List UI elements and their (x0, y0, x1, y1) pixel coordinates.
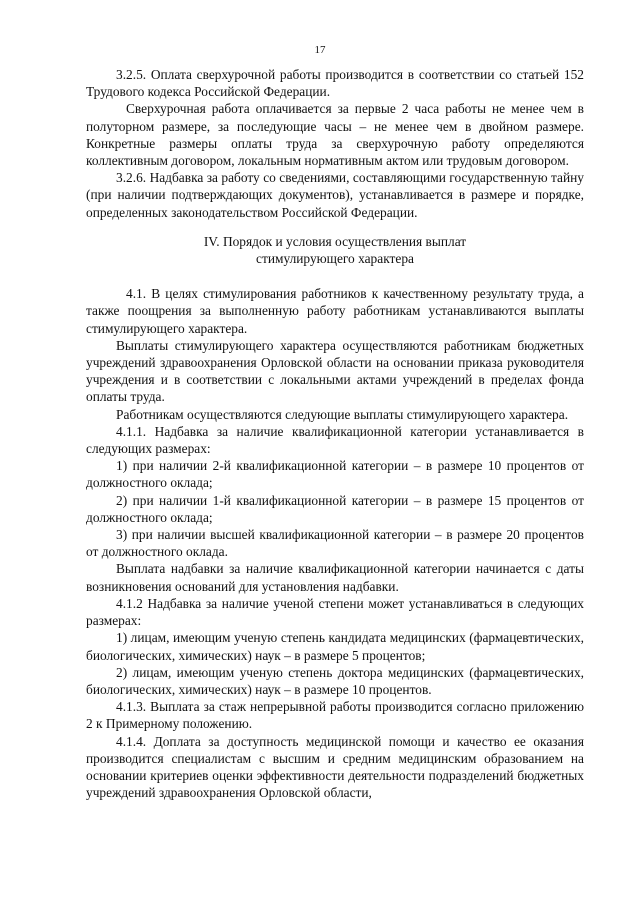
list-item-category-1: 2) при наличии 1-й квалификационной категории – в размере 15 процентов от должностного оклада; (86, 492, 584, 525)
paragraph-3-2-6: 3.2.6. Надбавка за работу со сведениями, составляющими государственную тайну (при наличии подтверждающих документов), устанавливается в размере и порядке, определенных законодательством Российской Федерации. (86, 170, 584, 220)
paragraph-4-1-1: 4.1.1. Надбавка за наличие квалификационной категории устанавливается в следующих размерах: (86, 423, 584, 457)
paragraph-following-payments: Работникам осуществляются следующие выплаты стимулирующего характера. (116, 406, 569, 422)
section-4-heading-line2: стимулирующего характера (256, 251, 414, 267)
page-number: 17 (314, 44, 326, 56)
document-body (86, 66, 584, 801)
list-item-category-2: 1) при наличии 2-й квалификационной категории – в размере 10 процентов от должностного оклада; (86, 458, 584, 491)
paragraph-bonus-start: Выплата надбавки за наличие квалификационной категории начинается с даты возникновения оснований для установления надбавки. (86, 561, 584, 594)
section-4-heading-line1: IV. Порядок и условия осуществления выплат (203, 233, 467, 249)
list-item-candidate-degree: 1) лицам, имеющим ученую степень кандидата медицинских (фармацевтических, биологических, химических) наук – в размере 5 процентов; (86, 630, 584, 663)
section-4-heading (86, 233, 584, 267)
list-item-category-highest: 3) при наличии высшей квалификационной категории – в размере 20 процентов от должностного оклада. (86, 527, 584, 560)
list-item-doctor-degree: 2) лицам, имеющим ученую степень доктора медицинских (фармацевтических, биологических, химических) наук – в размере 10 процентов. (86, 664, 584, 697)
paragraph-incentive-payments: Выплаты стимулирующего характера осуществляются работникам бюджетных учреждений здравоохранения Орловской области на основании приказа руководителя учреждения и в соответствии с локальными актами учреждений в пределах фонда оплаты труда. (86, 337, 584, 405)
paragraph-4-1-4: 4.1.4. Доплата за доступность медицинской помощи и качество ее оказания производится специалистам с высшим и средним медицинским образованием на основании критериев оценки эффективности деятельности подразделений бюджетных учреждений здравоохранения Орловской области, (86, 733, 584, 801)
paragraph-4-1: 4.1. В целях стимулирования работников к качественному результату труда, а также поощрения за выполненную работу работникам устанавливаются выплаты стимулирующего характера. (86, 286, 584, 336)
paragraph-overtime-pay: Сверхурочная работа оплачивается за первые 2 часа работы не менее чем в полуторном размере, за последующие часы – не менее чем в двойном размере. Конкретные размеры оплаты труда за сверхурочную работу определяются коллективным договором, локальным нормативным актом или трудовым договором. (86, 101, 584, 169)
paragraph-3-2-5: 3.2.5. Оплата сверхурочной работы производится в соответствии со статьей 152 Трудового кодекса Российской Федерации. (86, 67, 584, 100)
paragraph-4-1-3: 4.1.3. Выплата за стаж непрерывной работы производится согласно приложению 2 к Примерному положению. (86, 699, 584, 732)
paragraph-4-1-2: 4.1.2 Надбавка за наличие ученой степени может устанавливаться в следующих размерах: (86, 595, 584, 629)
